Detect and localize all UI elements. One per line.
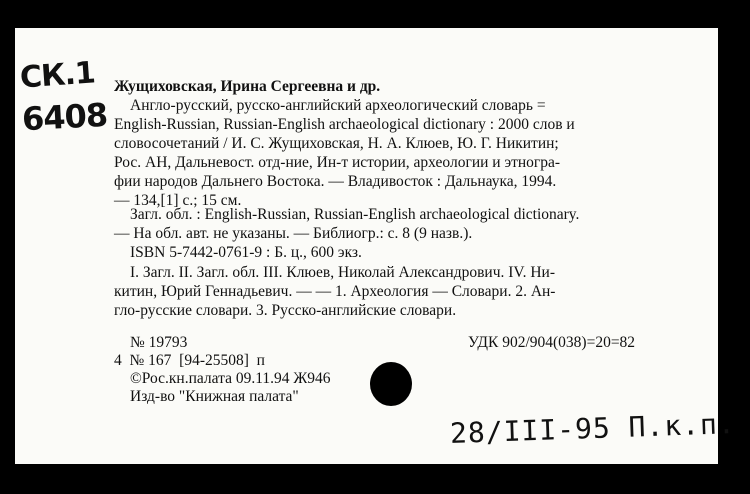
notes-line: — На обл. авт. не указаны. — Библиогр.: с. 8 (9 назв.). [114, 225, 473, 242]
tracings-line: гло-русские словари. 3. Русско-английские словари. [114, 302, 457, 319]
body-line: English-Russian, Russian-English archaeological dictionary : 2000 слов и [114, 116, 575, 133]
shelfmark-line-1: СК.1 [18, 55, 96, 96]
body-line: — 134,[1] с.; 15 см. [114, 192, 242, 209]
isbn-line: ISBN 5-7442-0761-9 : Б. ц., 600 экз. [130, 244, 362, 261]
record-number: № 19793 [130, 334, 188, 351]
shelfmark-line-2: 6408 [21, 95, 108, 139]
accession-handwritten: 28/III-95 П.к.п. [449, 407, 737, 450]
publisher-line: Изд-во "Книжная палата" [130, 388, 299, 405]
tracings-line: I. Загл. II. Загл. обл. III. Клюев, Николай Александрович. IV. Ни- [130, 264, 556, 281]
book-chamber-line: ©Рос.кн.палата 09.11.94 Ж946 [130, 370, 331, 387]
body-line: Рос. АН, Дальневост. отд-ние, Ин-т истории, археологии и этногра- [114, 154, 561, 171]
tracings-line: китин, Юрий Геннадьевич. — — 1. Археология — Словари. 2. Ан- [114, 283, 556, 300]
punch-hole [370, 362, 412, 406]
body-line: фии народов Дальнего Востока. — Владивосток : Дальнаука, 1994. [114, 173, 557, 190]
body-line: словосочетаний / И. С. Жущиховская, Н. А. Клюев, Ю. Г. Никитин; [114, 135, 559, 152]
notes-line: Загл. обл. : English-Russian, Russian-English archaeological dictionary. [130, 206, 580, 223]
udc-code: УДК 902/904(038)=20=82 [468, 334, 636, 351]
order-line: 4 № 167 [94-25508] п [114, 352, 265, 369]
body-line: Англо-русский, русско-английский археологический словарь = [130, 97, 546, 114]
author-heading: Жущиховская, Ирина Сергеевна и др. [114, 78, 381, 95]
